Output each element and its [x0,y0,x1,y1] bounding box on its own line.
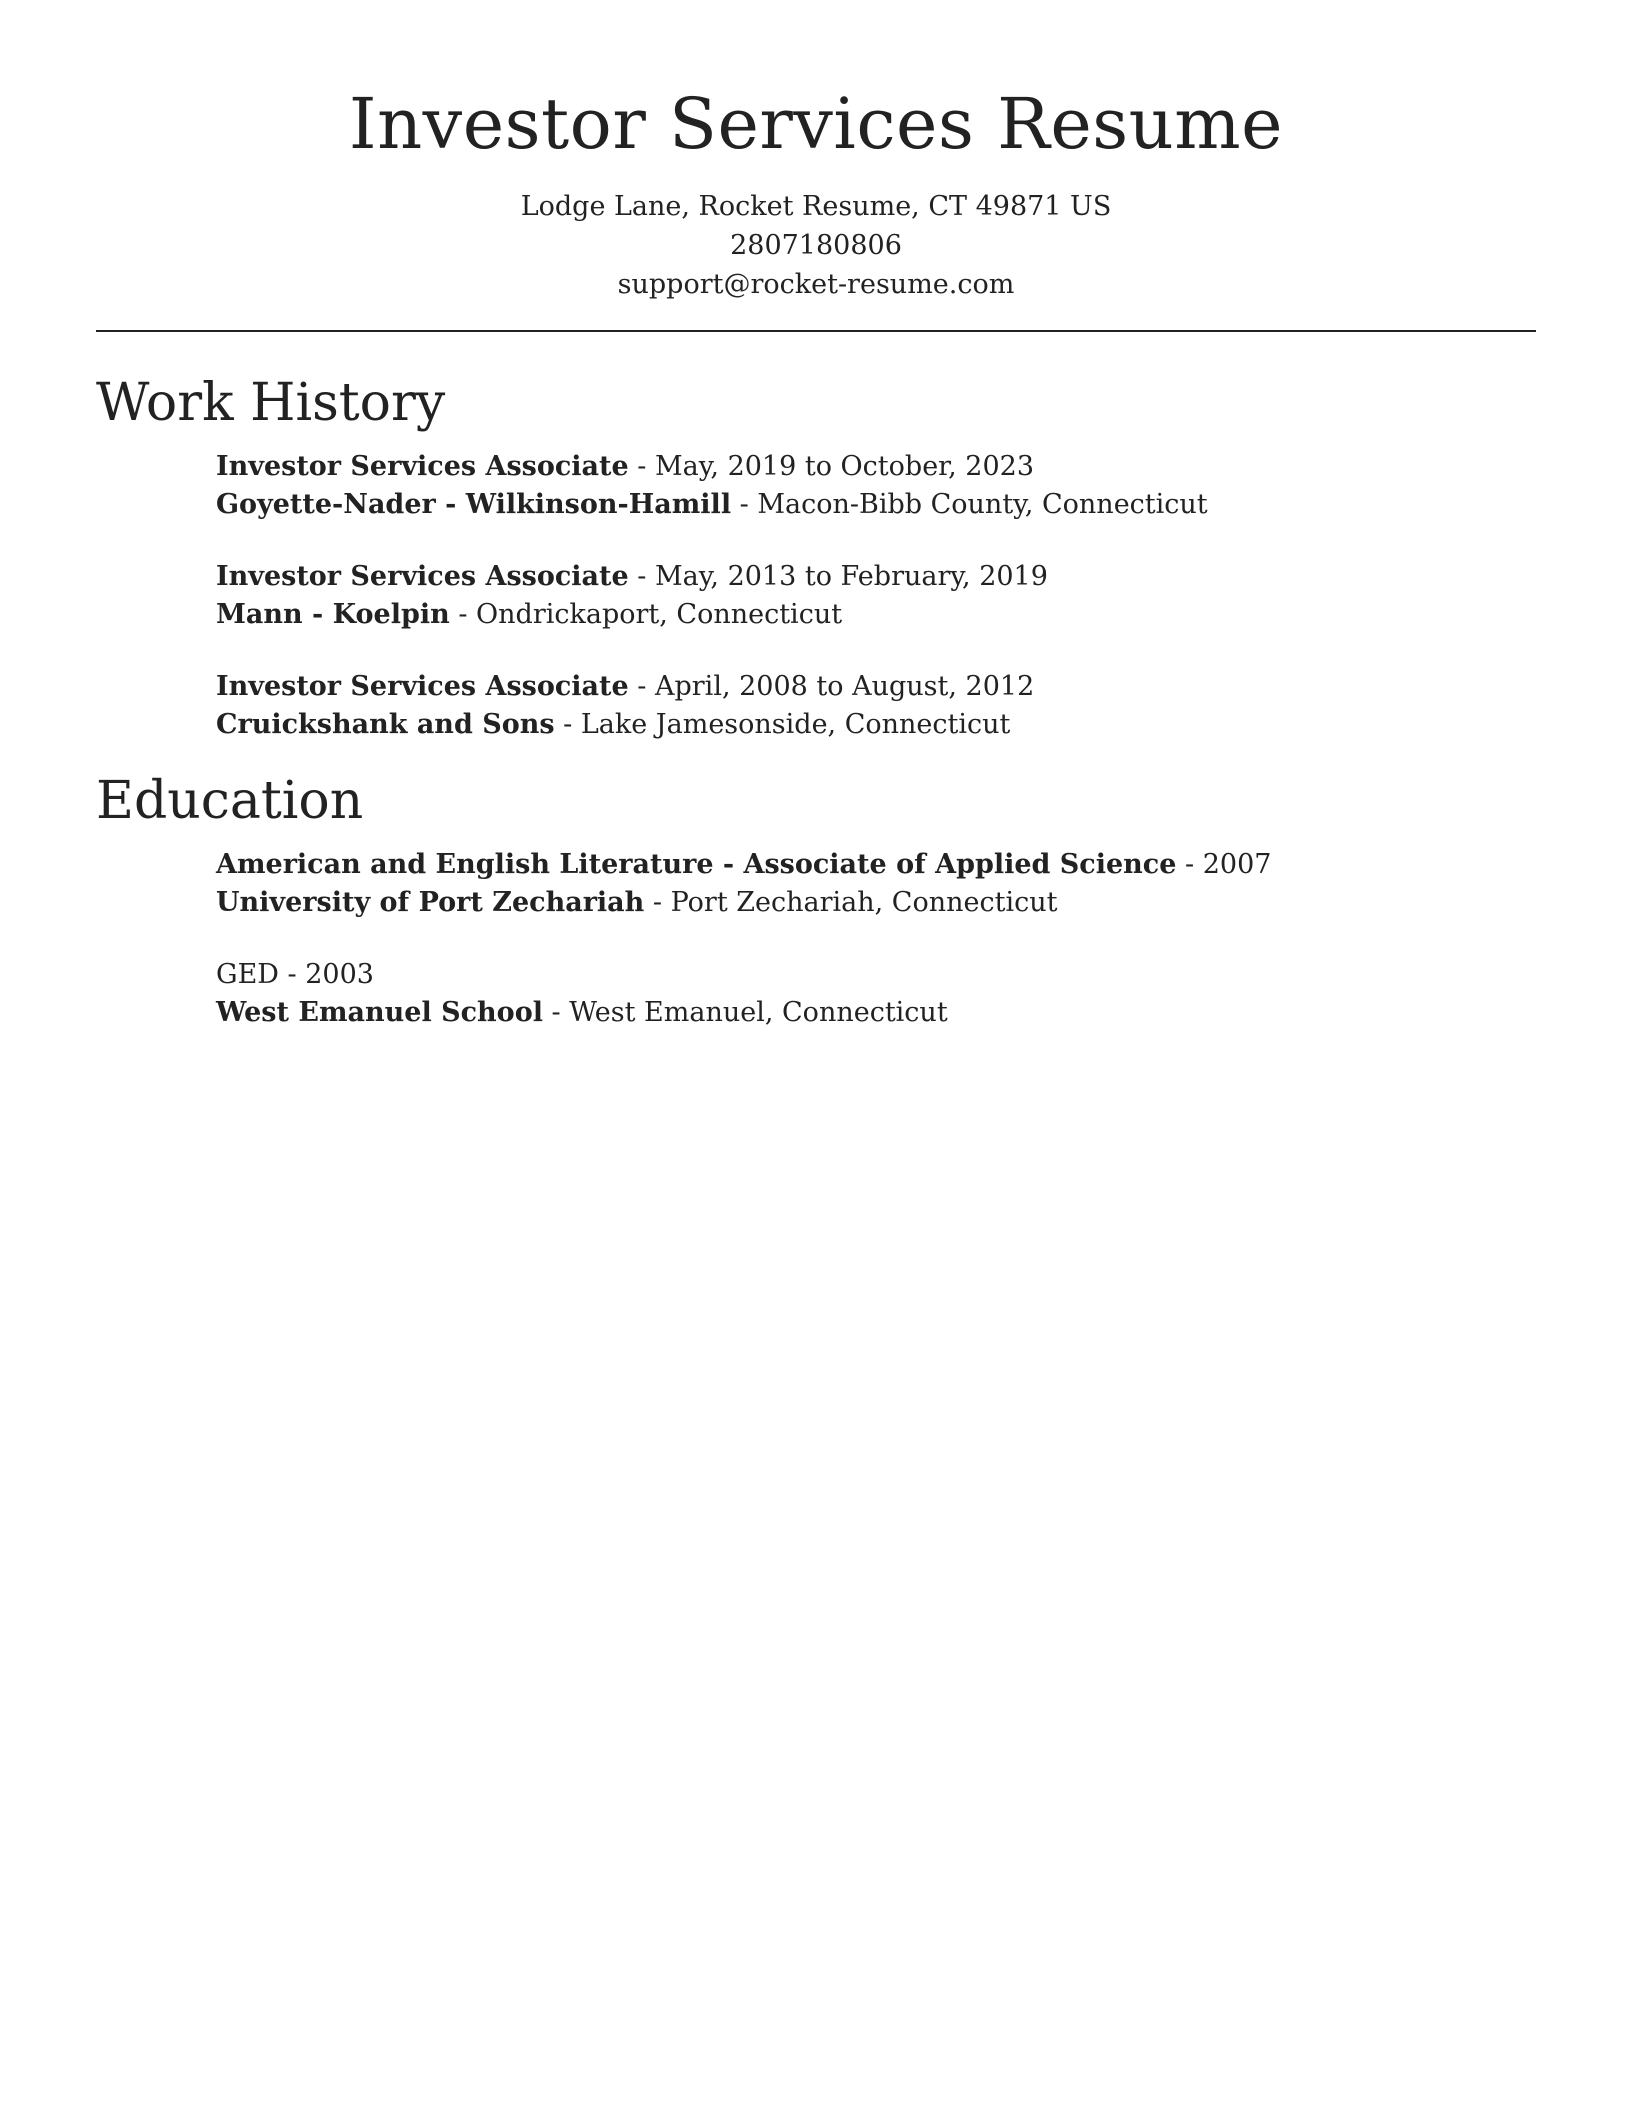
company-name: Mann - Koelpin [216,598,450,630]
work-history-heading: Work History [96,372,446,433]
company-location: - Lake Jamesonside, Connecticut [554,708,1011,740]
contact-info [96,187,1536,304]
work-entry-company-line [216,706,1536,744]
company-name: Goyette-Nader - Wilkinson-Hamill [216,488,732,520]
contact-address: Lodge Lane, Rocket Resume, CT 49871 US [520,190,1112,222]
graduation-year: - 2003 [278,959,374,991]
education-entry-school-line [216,884,1536,922]
work-entry-title-line [216,668,1536,706]
page-title: Investor Services Resume [348,83,1284,165]
degree-name: American and English Literature - Associate of Applied Science [216,849,1177,881]
education-entry-degree-line [216,956,1536,994]
header-divider [96,330,1536,332]
school-name: University of Port Zechariah [216,887,645,919]
graduation-year: - 2007 [1176,849,1272,881]
company-location: - Macon-Bibb County, Connecticut [731,488,1208,520]
company-location: - Ondrickaport, Connecticut [449,598,843,630]
job-title: Investor Services Associate [216,560,629,592]
education-list [96,846,1536,1032]
school-location: - Port Zechariah, Connecticut [644,887,1058,919]
work-entry [216,558,1536,634]
work-entry-company-line [216,486,1536,524]
contact-email: support@rocket-resume.com [617,268,1015,300]
education-entry-degree-line [216,846,1536,884]
work-entry [216,668,1536,744]
resume-header [96,0,1536,304]
education-entry [216,956,1536,1032]
work-entry-title-line [216,448,1536,486]
job-dates: - May, 2013 to February, 2019 [628,560,1048,592]
company-name: Cruickshank and Sons [216,708,555,740]
education-entry [216,846,1536,922]
contact-phone: 2807180806 [730,229,902,261]
work-history-list [96,448,1536,744]
degree-name: GED [216,959,279,991]
job-dates: - April, 2008 to August, 2012 [628,670,1035,702]
education-entry-school-line [216,994,1536,1032]
job-title: Investor Services Associate [216,670,629,702]
work-entry-company-line [216,596,1536,634]
work-entry [216,448,1536,524]
job-dates: - May, 2019 to October, 2023 [628,450,1034,482]
work-entry-title-line [216,558,1536,596]
school-name: West Emanuel School [216,997,543,1029]
job-title: Investor Services Associate [216,450,629,482]
school-location: - West Emanuel, Connecticut [542,997,948,1029]
education-heading: Education [96,770,364,831]
